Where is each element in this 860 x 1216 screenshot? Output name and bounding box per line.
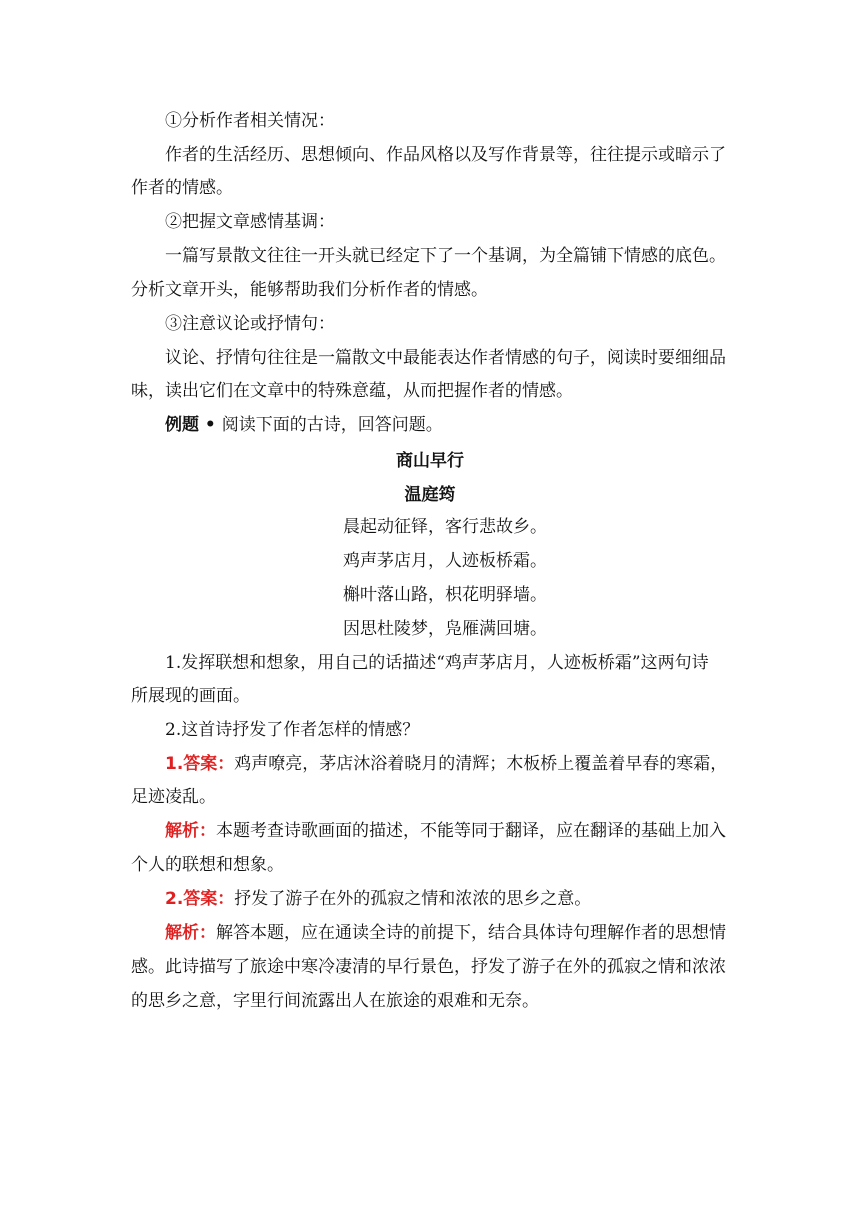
example-intro xyxy=(165,415,443,435)
section-3-text-line-2: 味，读出它们在文章中的特殊意蕴，从而把握作者的情感。 xyxy=(131,381,573,401)
section-2-text-line-1: 一篇写景散文往往一开头就已经定下了一个基调，为全篇铺下情感的底色。 xyxy=(165,246,726,266)
example-bullet: • xyxy=(199,415,222,435)
analysis-2-text: 解答本题，应在通读全诗的前提下，结合具体诗句理解作者的思想情 xyxy=(216,923,726,943)
answer-1-line-2: 足迹凌乱。 xyxy=(131,787,216,807)
analysis-2-line-2: 感。此诗描写了旅途中寒冷凄清的早行景色，抒发了游子在外的孤寂之情和浓浓 xyxy=(131,957,726,977)
answer-1-label: 1.答案： xyxy=(165,754,235,774)
analysis-1-label: 解析： xyxy=(165,821,216,841)
example-label: 例题 xyxy=(165,415,199,435)
question-2: 2.这首诗抒发了作者怎样的情感？ xyxy=(165,720,420,740)
question-1-line-1: 1.发挥联想和想象，用自己的话描述“鸡声茅店月，人迹板桥霜”这两句诗 xyxy=(165,653,709,673)
section-2-heading: ②把握文章感情基调： xyxy=(165,212,335,232)
poem-line-2: 鸡声茅店月，人迹板桥霜。 xyxy=(343,551,547,571)
answer-2-line xyxy=(165,889,591,909)
answer-2-label: 2.答案： xyxy=(165,889,235,909)
example-instruction: 阅读下面的古诗，回答问题。 xyxy=(221,415,443,435)
answer-1-line-1 xyxy=(165,754,727,774)
analysis-2-label: 解析： xyxy=(165,923,216,943)
section-1-text-line-1: 作者的生活经历、思想倾向、作品风格以及写作背景等，往往提示或暗示了 xyxy=(165,145,726,165)
poem-author: 温庭筠 xyxy=(404,485,456,505)
section-2-text-line-2: 分析文章开头，能够帮助我们分析作者的情感。 xyxy=(131,280,488,300)
section-3-text-line-1: 议论、抒情句往往是一篇散文中最能表达作者情感的句子，阅读时要细细品 xyxy=(165,348,726,368)
poem-title: 商山早行 xyxy=(396,451,464,471)
question-1-line-2: 所展现的画面。 xyxy=(131,686,250,706)
analysis-2-line-3: 的思乡之意，字里行间流露出人在旅途的艰难和无奈。 xyxy=(131,991,539,1011)
answer-2-text: 抒发了游子在外的孤寂之情和浓浓的思乡之意。 xyxy=(234,889,592,909)
section-1-text-line-2: 作者的情感。 xyxy=(131,178,233,198)
section-1-heading: ①分析作者相关情况： xyxy=(165,111,335,131)
section-3-heading: ③注意议论或抒情句： xyxy=(165,314,335,334)
analysis-1-line-2: 个人的联想和想象。 xyxy=(131,855,284,875)
answer-1-text: 鸡声嘹亮，茅店沐浴着晓月的清辉；木板桥上覆盖着早春的寒霜， xyxy=(234,754,728,774)
analysis-1-text: 本题考查诗歌画面的描述，不能等同于翻译，应在翻译的基础上加入 xyxy=(216,821,726,841)
poem-line-1: 晨起动征铎，客行悲故乡。 xyxy=(343,517,547,537)
analysis-1-line-1 xyxy=(165,821,726,841)
analysis-2-line-1 xyxy=(165,923,726,943)
poem-line-4: 因思杜陵梦，凫雁满回塘。 xyxy=(343,619,547,639)
poem-line-3: 槲叶落山路，枳花明驿墙。 xyxy=(343,585,547,605)
